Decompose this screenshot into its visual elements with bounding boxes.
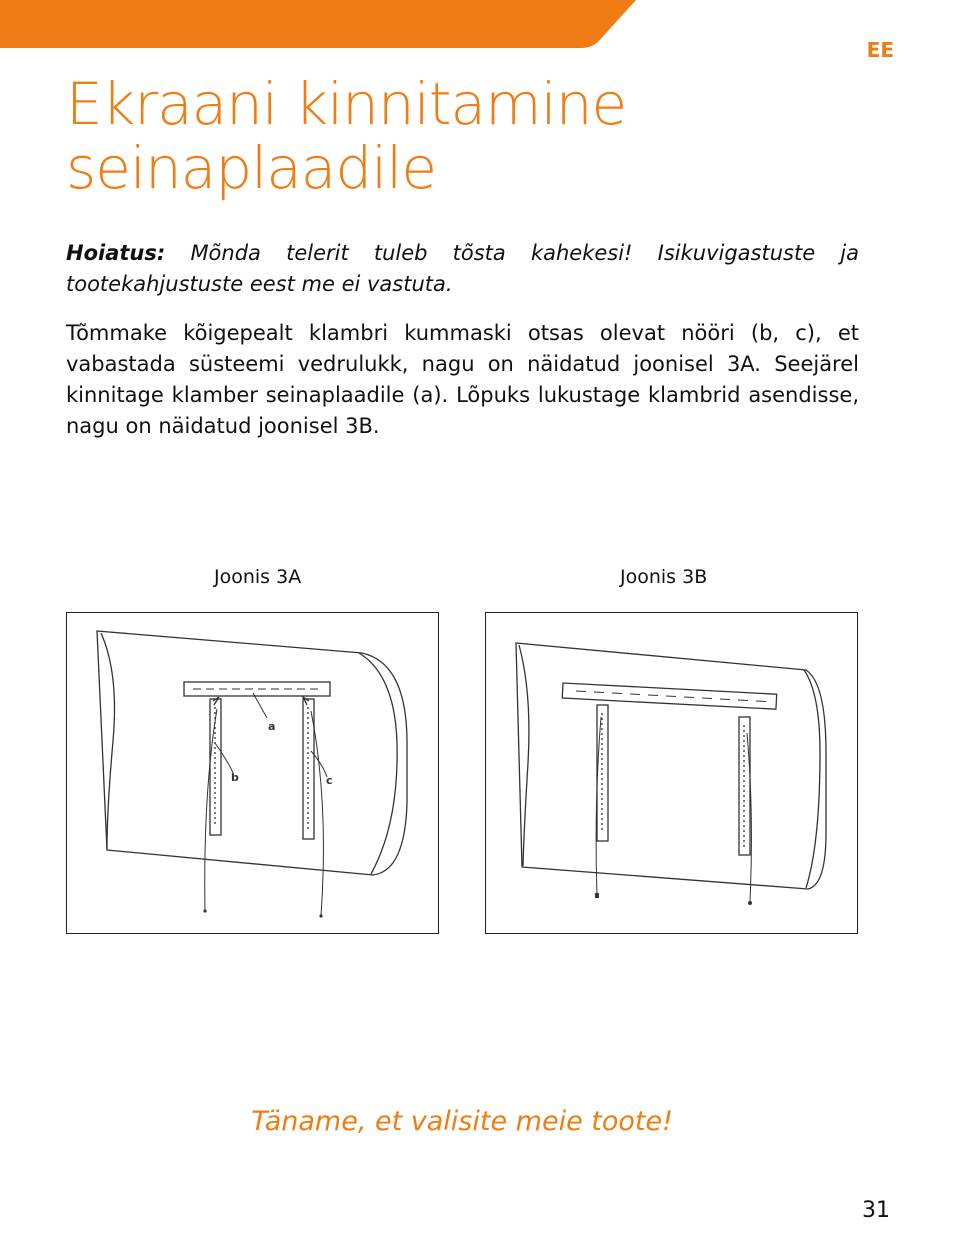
instructions-paragraph: Tõmmake kõigepealt klambri kummaski otsas olevat nööri (b, c), et vabastada süsteemi vedrulukk, nagu on näidatud joonisel 3A. Seejärel kinnitage klamber seinaplaadile (a). Lõpuks lukustage klambrid asendisse, nagu on näidatud joonisel 3B. (66, 321, 859, 438)
label-a: a (268, 720, 276, 733)
figure-3b (485, 612, 858, 934)
warning-paragraph (66, 238, 859, 300)
warning-text: Mõnda telerit tuleb tõsta kahekesi! Isikuvigastuste ja tootekahjustuste eest me ei vastuta. (66, 241, 859, 296)
header-accent-bar (0, 0, 954, 50)
label-b: b (231, 771, 239, 784)
figure-3b-caption: Joonis 3B (620, 566, 708, 588)
language-code: EE (866, 38, 894, 62)
page-number: 31 (862, 1198, 890, 1223)
figure-3a (66, 612, 439, 934)
thank-you-message: Täname, et valisite meie toote! (251, 1106, 673, 1137)
label-c: c (326, 774, 333, 787)
title-line-1: Ekraani kinnitamine (66, 70, 627, 138)
warning-label: Hoiatus: (66, 241, 166, 265)
figure-3b-illustration (486, 613, 857, 933)
figure-3a-illustration (67, 613, 438, 933)
figure-3a-caption: Joonis 3A (214, 566, 302, 588)
page-title (66, 72, 626, 200)
title-line-2: seinaplaadile (66, 134, 437, 202)
